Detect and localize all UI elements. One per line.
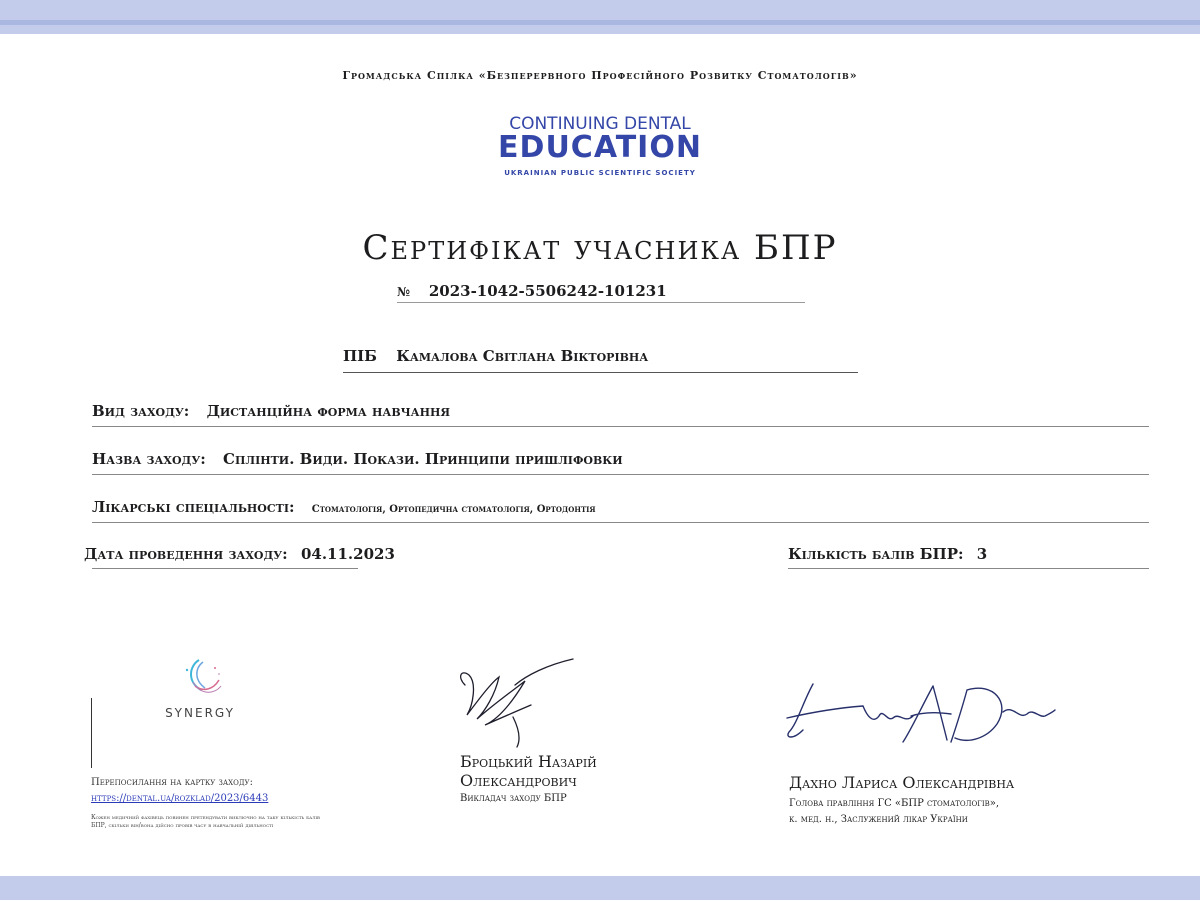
certificate-title: Сертифікат учасника БПР — [362, 228, 838, 268]
pib-value: Камалова Світлана Вікторівна — [396, 347, 649, 365]
teacher-name-line-1: Броцький Назарій — [460, 752, 597, 771]
logo-line-1: CONTINUING DENTAL — [509, 114, 691, 134]
points-row — [788, 545, 1149, 569]
points-value: 3 — [976, 545, 988, 563]
synergy-swirl-icon — [175, 656, 225, 700]
event-type-label: Вид заходу: — [92, 402, 190, 420]
date-label: Дата проведення заходу: — [84, 545, 288, 563]
organization-name: Громадська Спілка «Безперервного Професійного Розвитку Стоматологів» — [342, 69, 858, 82]
chairman-role-line-2: к. мед. н., Заслужений лікар України — [789, 814, 968, 825]
date-underline — [92, 568, 358, 569]
vertical-rule — [91, 698, 92, 768]
event-link[interactable]: https://dental.ua/rozklad/2023/6443 — [91, 793, 269, 804]
pib-row — [343, 347, 858, 373]
teacher-name-line-2: Олександрович — [460, 771, 577, 790]
certificate-number-row — [397, 282, 805, 303]
number-value: 2023-1042-5506242-101231 — [428, 282, 667, 300]
event-type-row — [92, 402, 1149, 427]
disclaimer-note: Кожен медичний фахівець повинен претендувати виключно на таку кількість балів БПР, скільки він/вона дійсно провів часу в навчальній діяльності — [91, 814, 320, 829]
chairman-name: Дахно Лариса Олександрівна — [789, 773, 1015, 792]
specialties-row — [92, 498, 1149, 523]
specialties-label: Лікарські спеціальності: — [92, 498, 295, 516]
chairman-signature — [783, 672, 1058, 750]
teacher-signature — [455, 655, 580, 750]
synergy-logo — [160, 656, 240, 724]
event-link-label: Перепосилання на картку заходу: — [91, 777, 253, 788]
logo-line-2: EDUCATION — [498, 130, 702, 165]
top-band — [0, 0, 1200, 34]
points-label: Кількість балів БПР: — [788, 545, 964, 563]
pib-label: ПІБ — [343, 347, 377, 365]
cde-logo — [0, 115, 1200, 177]
event-type-value: Дистанційна форма навчання — [206, 402, 451, 420]
event-name-label: Назва заходу: — [92, 450, 206, 468]
date-value: 04.11.2023 — [300, 545, 395, 563]
chairman-role-line-1: Голова правління ГС «БПР стоматологів», — [789, 798, 1000, 809]
number-label: № — [397, 285, 411, 299]
logo-line-3: UKRAINIAN PUBLIC SCIENTIFIC SOCIETY — [504, 169, 696, 177]
teacher-name — [460, 752, 597, 790]
chairman-role — [789, 796, 999, 828]
specialties-value: Стоматологія, Ортопедична стоматологія, Ортодонтія — [311, 504, 596, 515]
teacher-role: Викладач заходу БПР — [460, 793, 567, 804]
bottom-band — [0, 876, 1200, 900]
synergy-logo-text: SYNERGY — [165, 706, 235, 720]
event-name-value: Сплінти. Види. Покази. Принципи пришліфовки — [223, 450, 623, 468]
event-name-row — [92, 450, 1149, 475]
event-date-row — [84, 545, 395, 563]
